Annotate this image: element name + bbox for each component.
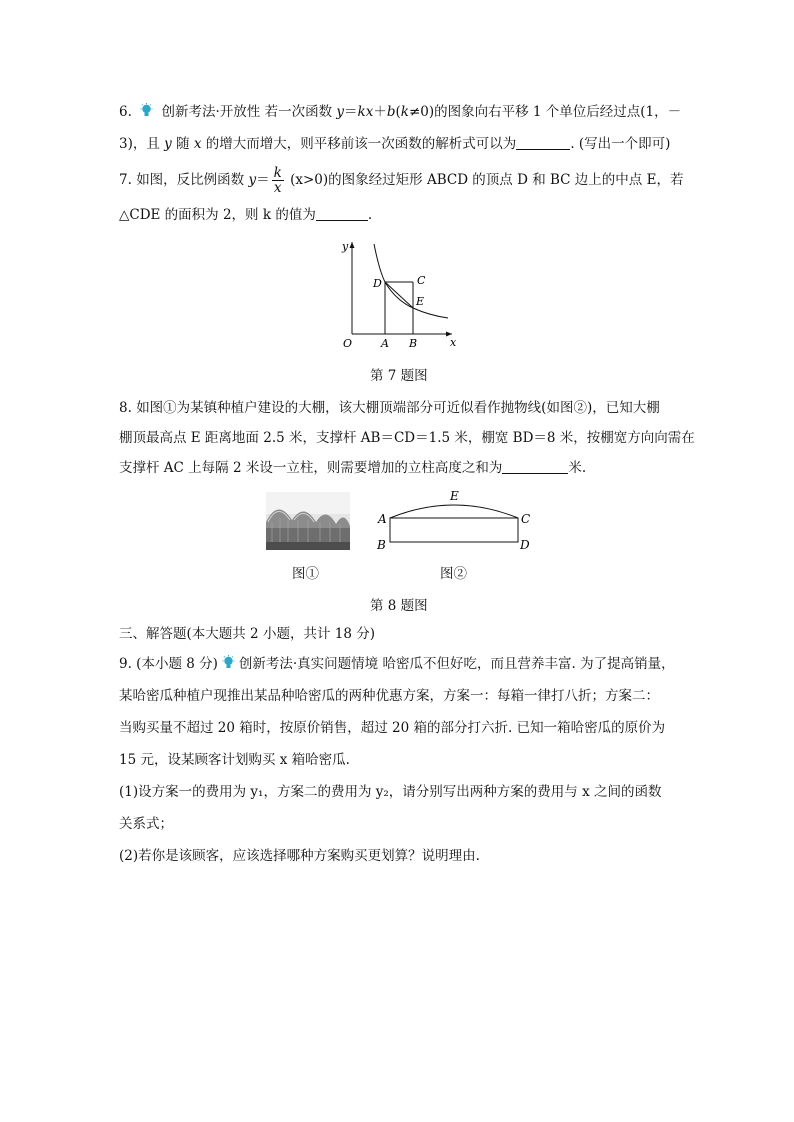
label-d: D (520, 538, 530, 552)
lightbulb-icon (140, 103, 153, 119)
q7-fraction (272, 166, 284, 195)
greenhouse-photo (266, 492, 350, 550)
label-e: E (416, 295, 425, 308)
figure-8-1-caption: 图① (292, 566, 319, 582)
q9-line4: 15 元，设某顾客计划购买 x 箱哈密瓜. (119, 752, 350, 768)
q9-line1 (119, 654, 675, 674)
q8-answer-blank[interactable] (502, 459, 568, 474)
label-a: A (381, 337, 389, 350)
figure-8-diagram (374, 484, 534, 554)
label-e: E (450, 489, 459, 503)
q7-line1: 7. 如图，反比例函数 y＝ $\frac{k}{x}$ (x>0)的图象经过矩形 ABCD 的顶点 D 和 BC 边上的中点 E，若 (119, 165, 684, 196)
q6-text-b: 的图象向右平移 1 个单位后经过点(1，－ (434, 104, 682, 120)
segment-de (385, 282, 413, 308)
label-a: A (378, 512, 387, 526)
q7-frac-num: k (273, 165, 282, 181)
q9-line2: 某哈密瓜种植户现推出某品种哈密瓜的两种优惠方案，方案一：每箱一律打八折；方案二： (119, 688, 659, 704)
q6-line2-a: 3)，且 (119, 136, 165, 152)
label-d: D (373, 277, 382, 290)
figure-8-caption: 第 8 题图 (370, 598, 428, 614)
q6-line2-b: 的增大而增大，则平移前该一次函数的解析式可以为 (201, 136, 517, 152)
parabola-roof (390, 505, 518, 518)
label-c: C (521, 512, 531, 526)
q9-part2: (2)若你是该顾客，应该选择哪种方案购买更划算？说明理由. (119, 848, 480, 864)
section-3-title: 三、解答题(本大题共 2 小题，共计 18 分) (119, 626, 375, 642)
label-x: x (450, 336, 457, 349)
q8-line1-text: 如图①为某镇种植户建设的大棚，该大棚顶端部分可近似看作抛物线(如图②)，已知大棚 (136, 400, 660, 416)
q9-line3: 当购买量不超过 20 箱时，按原价销售，超过 20 箱的部分打六折. 已知一箱哈密瓜的原价为 (119, 720, 666, 736)
q6-line2: 3)，且 y 随 x 的增大而增大，则平移前该一次函数的解析式可以为 . (写出一个即可) (119, 136, 671, 152)
q9-part1-b: 关系式； (119, 816, 173, 832)
q7-line2-a: △CDE 的面积为 2，则 k 的值为 (119, 207, 316, 223)
q7-number: 7. (119, 172, 132, 188)
q9-tag: 创新考法·真实问题情境 (238, 656, 379, 672)
q6-line1: 6. 创新考法·开放性 若一次函数 y＝kx＋b(k≠0)的图象向右平移 1 个单位后经过点(1，－ (119, 104, 682, 120)
q7-text-a: 如图，反比例函数 (136, 172, 249, 188)
q9-number: 9. (本小题 8 分) (119, 656, 218, 672)
q6-line2-end: . (写出一个即可) (570, 136, 671, 152)
y-axis-arrow (350, 242, 355, 248)
figure-7-diagram (330, 234, 460, 354)
q6-answer-blank[interactable] (516, 135, 570, 150)
lightbulb-icon (222, 655, 235, 671)
q8-line2-text: 棚顶最高点 E 距离地面 2.5 米，支撑杆 AB＝CD＝1.5 米，棚宽 BD＝8 米，按棚宽方向向需在 (119, 430, 695, 446)
q6-number: 6. (119, 104, 132, 120)
q8-line3-end: 米. (568, 460, 587, 476)
greenhouse-rectangle (390, 518, 518, 542)
q8-line3 (119, 458, 586, 478)
label-y: y (342, 240, 349, 253)
q9-line1-b: 哈密瓜不但好吃，而且营养丰富. 为了提高销量， (382, 656, 675, 672)
label-c: C (417, 274, 426, 287)
label-o: O (343, 337, 353, 350)
q9-part1-a: (1)设方案一的费用为 y₁，方案二的费用为 y₂，请分别写出两种方案的费用与 x 之间的函数 (119, 784, 662, 800)
figure-8-2-caption: 图② (440, 566, 467, 582)
q7-line2-end: . (367, 207, 373, 223)
q8-number: 8. (119, 400, 132, 416)
q7-text-b: (x>0)的图象经过矩形 ABCD 的顶点 D 和 BC 边上的中点 E，若 (285, 172, 684, 188)
label-b: B (377, 538, 386, 552)
q8-line2 (119, 428, 695, 448)
q7-frac-den: x (273, 180, 282, 196)
label-b: B (409, 337, 418, 350)
q6-tag: 创新考法·开放性 (161, 104, 261, 120)
q7-answer-blank[interactable] (316, 206, 368, 221)
q8-line3-a: 支撑杆 AC 上每隔 2 米设一立柱，则需要增加的立柱高度之和为 (119, 460, 503, 476)
q6-text-a: 若一次函数 (264, 104, 337, 120)
q7-line2 (119, 205, 372, 225)
figure-7-caption: 第 7 题图 (370, 368, 428, 384)
q8-line1 (119, 398, 660, 418)
